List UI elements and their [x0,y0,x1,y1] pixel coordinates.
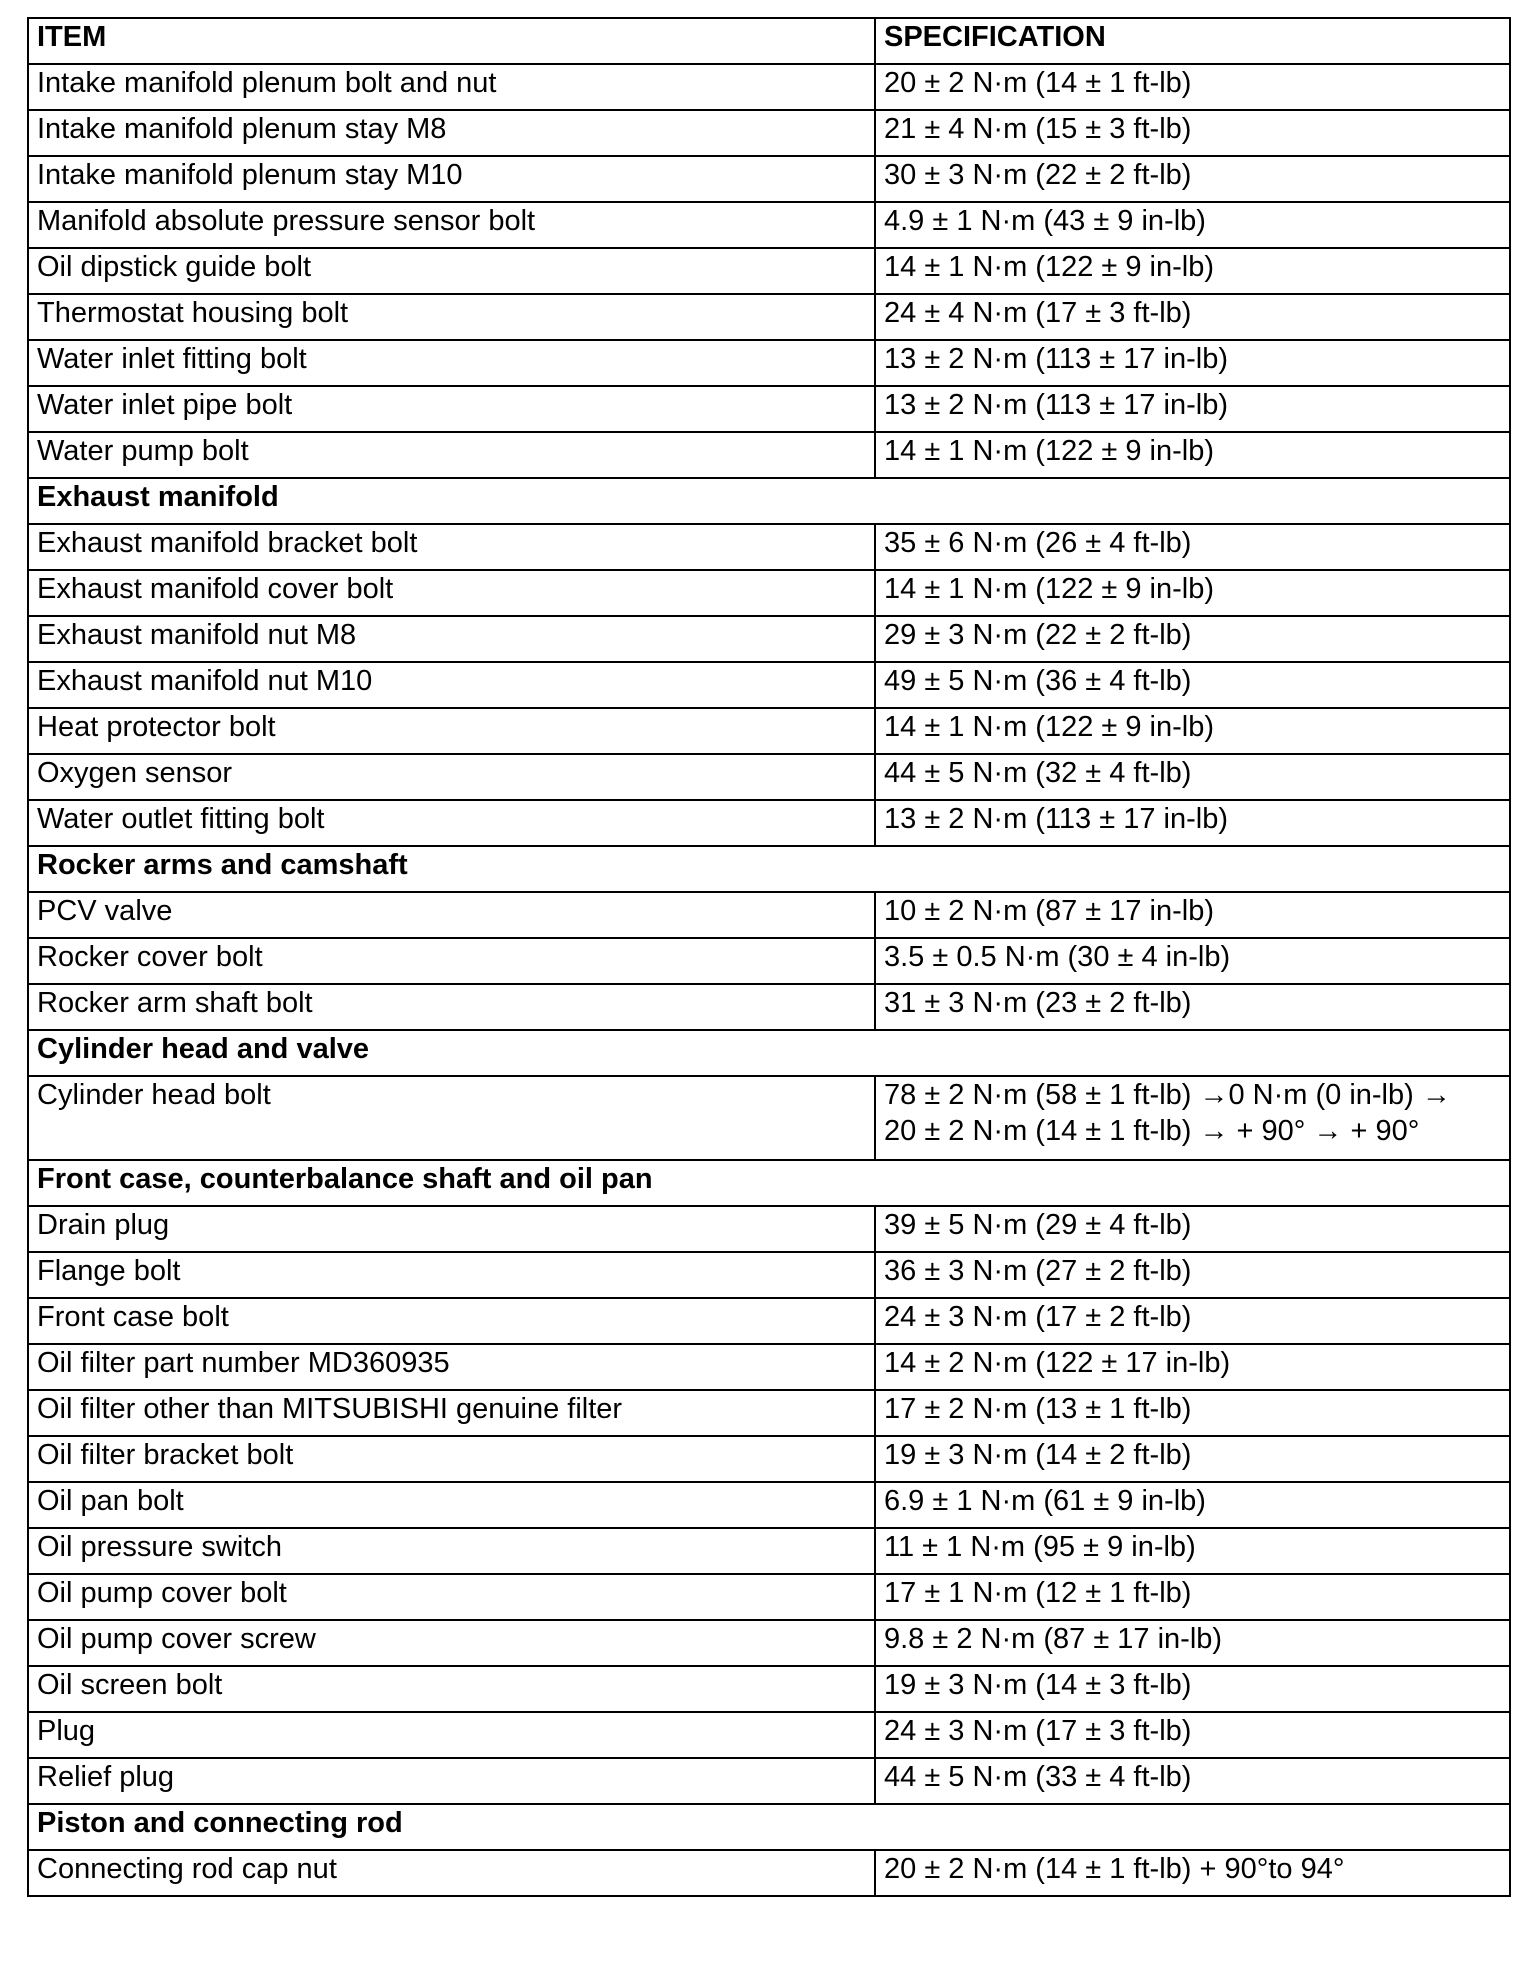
specification-line: 24 ± 3 N·m (17 ± 2 ft-lb) [884,1301,1192,1333]
table-row [28,1850,1510,1896]
specification-cell [875,570,1510,616]
item-cell: Oil pan bolt [28,1482,875,1528]
specification-line: 13 ± 2 N·m (113 ± 17 in-lb) [884,343,1228,375]
item-cell: Water inlet pipe bolt [28,386,875,432]
item-cell: Oil filter other than MITSUBISHI genuine filter [28,1390,875,1436]
table-row [28,64,1510,110]
item-cell: Relief plug [28,1758,875,1804]
specification-cell [875,340,1510,386]
specification-line: 11 ± 1 N·m (95 ± 9 in-lb) [884,1531,1196,1563]
section-row [28,478,1510,524]
item-cell: Thermostat housing bolt [28,294,875,340]
item-cell: Rocker arm shaft bolt [28,984,875,1030]
table-row [28,1390,1510,1436]
item-cell: Intake manifold plenum bolt and nut [28,64,875,110]
table-row [28,1574,1510,1620]
section-title: Cylinder head and valve [28,1030,1510,1076]
specification-line: 20 ± 2 N·m (14 ± 1 ft-lb) → + 90° → + 90° [884,1115,1420,1147]
table-row [28,1252,1510,1298]
specification-cell [875,616,1510,662]
specification-cell [875,1574,1510,1620]
specification-cell [875,1620,1510,1666]
specification-line: 14 ± 1 N·m (122 ± 9 in-lb) [884,435,1215,467]
table-row [28,202,1510,248]
specification-cell [875,938,1510,984]
specification-line: 20 ± 2 N·m (14 ± 1 ft-lb) [884,67,1192,99]
specification-cell [875,1390,1510,1436]
specification-line: 14 ± 2 N·m (122 ± 17 in-lb) [884,1347,1231,1379]
table-row [28,294,1510,340]
item-cell: Plug [28,1712,875,1758]
specification-cell [875,1252,1510,1298]
item-cell: Heat protector bolt [28,708,875,754]
table-row [28,570,1510,616]
table-row [28,800,1510,846]
specification-line: 9.8 ± 2 N·m (87 ± 17 in-lb) [884,1623,1223,1655]
specification-cell [875,1528,1510,1574]
table-row [28,248,1510,294]
section-row [28,1804,1510,1850]
item-cell: Exhaust manifold cover bolt [28,570,875,616]
specification-cell [875,984,1510,1030]
table-row [28,110,1510,156]
specification-line: 21 ± 4 N·m (15 ± 3 ft-lb) [884,113,1192,145]
table-row [28,1758,1510,1804]
specification-cell [875,248,1510,294]
specification-cell [875,1206,1510,1252]
item-cell: Rocker cover bolt [28,938,875,984]
specification-line: 17 ± 1 N·m (12 ± 1 ft-lb) [884,1577,1192,1609]
specification-line: 10 ± 2 N·m (87 ± 17 in-lb) [884,895,1215,927]
specification-line: 24 ± 3 N·m (17 ± 3 ft-lb) [884,1715,1192,1747]
specification-line: 17 ± 2 N·m (13 ± 1 ft-lb) [884,1393,1192,1425]
item-cell: Oil pump cover bolt [28,1574,875,1620]
specification-line: 44 ± 5 N·m (33 ± 4 ft-lb) [884,1761,1192,1793]
specification-line: 14 ± 1 N·m (122 ± 9 in-lb) [884,251,1215,283]
item-cell: Oxygen sensor [28,754,875,800]
specification-cell [875,202,1510,248]
item-cell: Oil filter bracket bolt [28,1436,875,1482]
item-cell: Connecting rod cap nut [28,1850,875,1896]
item-cell: Oil pump cover screw [28,1620,875,1666]
section-row [28,1160,1510,1206]
specification-line: 31 ± 3 N·m (23 ± 2 ft-lb) [884,987,1192,1019]
table-row [28,1666,1510,1712]
item-cell: Oil dipstick guide bolt [28,248,875,294]
table-row [28,1344,1510,1390]
table-row [28,754,1510,800]
table-row [28,1712,1510,1758]
specification-line: 13 ± 2 N·m (113 ± 17 in-lb) [884,803,1228,835]
item-cell: Water inlet fitting bolt [28,340,875,386]
specification-cell [875,1344,1510,1390]
specification-line: 3.5 ± 0.5 N·m (30 ± 4 in-lb) [884,941,1231,973]
section-title: Piston and connecting rod [28,1804,1510,1850]
torque-spec-table [27,17,1511,1897]
specification-cell [875,1712,1510,1758]
table-row [28,386,1510,432]
specification-cell [875,1076,1510,1160]
specification-cell [875,800,1510,846]
item-cell: Water pump bolt [28,432,875,478]
specification-cell [875,294,1510,340]
table-header-row [28,18,1510,64]
specification-line: 35 ± 6 N·m (26 ± 4 ft-lb) [884,527,1192,559]
specification-line: 19 ± 3 N·m (14 ± 2 ft-lb) [884,1439,1192,1471]
item-cell: Manifold absolute pressure sensor bolt [28,202,875,248]
specification-line: 6.9 ± 1 N·m (61 ± 9 in-lb) [884,1485,1206,1517]
item-cell: Cylinder head bolt [28,1076,875,1160]
specification-cell [875,524,1510,570]
item-cell: Exhaust manifold nut M10 [28,662,875,708]
table-row [28,432,1510,478]
item-cell: Exhaust manifold nut M8 [28,616,875,662]
specification-line: 44 ± 5 N·m (32 ± 4 ft-lb) [884,757,1192,789]
section-row [28,1030,1510,1076]
table-row [28,524,1510,570]
table-row [28,662,1510,708]
item-cell: Exhaust manifold bracket bolt [28,524,875,570]
specification-cell [875,708,1510,754]
table-row [28,984,1510,1030]
specification-cell [875,1850,1510,1896]
specification-line: 14 ± 1 N·m (122 ± 9 in-lb) [884,711,1215,743]
item-cell: Intake manifold plenum stay M8 [28,110,875,156]
specification-line: 4.9 ± 1 N·m (43 ± 9 in-lb) [884,205,1206,237]
specification-cell [875,1758,1510,1804]
section-title: Rocker arms and camshaft [28,846,1510,892]
specification-cell [875,110,1510,156]
item-cell: PCV valve [28,892,875,938]
table-row [28,708,1510,754]
item-cell: Oil screen bolt [28,1666,875,1712]
specification-cell [875,1298,1510,1344]
section-title: Front case, counterbalance shaft and oil pan [28,1160,1510,1206]
specification-cell [875,1666,1510,1712]
specification-line: 39 ± 5 N·m (29 ± 4 ft-lb) [884,1209,1192,1241]
specification-line: 19 ± 3 N·m (14 ± 3 ft-lb) [884,1669,1192,1701]
specification-cell [875,1482,1510,1528]
table-row [28,892,1510,938]
specification-cell [875,754,1510,800]
specification-cell [875,64,1510,110]
item-cell: Drain plug [28,1206,875,1252]
item-cell: Front case bolt [28,1298,875,1344]
specification-line: 36 ± 3 N·m (27 ± 2 ft-lb) [884,1255,1192,1287]
table-body [28,18,1510,1896]
specification-line: 14 ± 1 N·m (122 ± 9 in-lb) [884,573,1215,605]
table-row [28,616,1510,662]
specification-line: 13 ± 2 N·m (113 ± 17 in-lb) [884,389,1228,421]
column-header-specification: SPECIFICATION [875,18,1510,64]
specification-cell [875,662,1510,708]
item-cell: Flange bolt [28,1252,875,1298]
specification-line: 24 ± 4 N·m (17 ± 3 ft-lb) [884,297,1192,329]
table-row [28,1298,1510,1344]
item-cell: Oil pressure switch [28,1528,875,1574]
item-cell: Intake manifold plenum stay M10 [28,156,875,202]
table-row [28,1620,1510,1666]
table-row [28,340,1510,386]
specification-line: 78 ± 2 N·m (58 ± 1 ft-lb) →0 N·m (0 in-lb) → [884,1079,1451,1111]
specification-cell [875,432,1510,478]
specification-cell [875,1436,1510,1482]
section-title: Exhaust manifold [28,478,1510,524]
item-cell: Water outlet fitting bolt [28,800,875,846]
specification-line: 20 ± 2 N·m (14 ± 1 ft-lb) + 90°to 94° [884,1853,1345,1885]
specification-line: 29 ± 3 N·m (22 ± 2 ft-lb) [884,619,1192,651]
table-row [28,1206,1510,1252]
specification-line: 30 ± 3 N·m (22 ± 2 ft-lb) [884,159,1192,191]
specification-cell [875,892,1510,938]
item-cell: Oil filter part number MD360935 [28,1344,875,1390]
table-row [28,156,1510,202]
specification-cell [875,156,1510,202]
table-row [28,1528,1510,1574]
specification-line: 49 ± 5 N·m (36 ± 4 ft-lb) [884,665,1192,697]
table-row [28,938,1510,984]
table-row [28,1076,1510,1160]
section-row [28,846,1510,892]
table-row [28,1436,1510,1482]
specification-cell [875,386,1510,432]
column-header-item: ITEM [28,18,875,64]
table-row [28,1482,1510,1528]
